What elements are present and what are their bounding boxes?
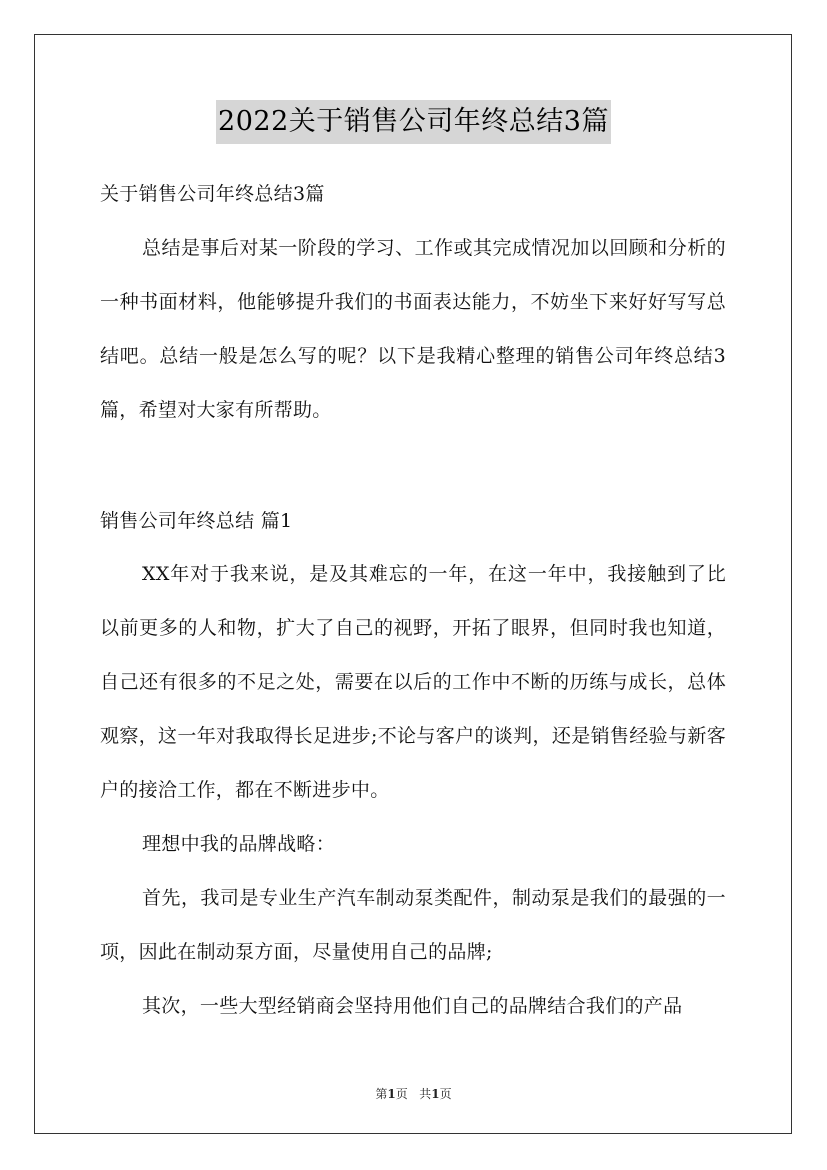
document-subtitle: 关于销售公司年终总结3篇 (100, 183, 325, 205)
title-container (0, 100, 827, 144)
footer-page-number: 1 (387, 1087, 396, 1101)
body-paragraph-3: 首先，我司是专业生产汽车制动泵类配件，制动泵是我们的最强的一项，因此在制动泵方面，尽量使用自己的品牌; (100, 887, 726, 963)
body-paragraph-2: 理想中我的品牌战略： (142, 833, 336, 855)
page-footer (0, 1085, 827, 1102)
footer-mid: 页 共 (395, 1087, 432, 1101)
footer-suffix: 页 (439, 1087, 452, 1101)
document-title: 2022关于销售公司年终总结3篇 (216, 100, 611, 144)
footer-prefix: 第 (375, 1087, 388, 1101)
intro-paragraph: 总结是事后对某一阶段的学习、工作或其完成情况加以回顾和分析的一种书面材料，他能够提升我们的书面表达能力，不妨坐下来好好写写总结吧。总结一般是怎么写的呢？以下是我精心整理的销售公司年终总结3篇，希望对大家有所帮助。 (100, 237, 726, 421)
body-paragraph-4: 其次，一些大型经销商会坚持用他们自己的品牌结合我们的产品 (142, 995, 683, 1017)
body-paragraph-1: XX年对于我来说，是及其难忘的一年，在这一年中，我接触到了比以前更多的人和物，扩大了自己的视野，开拓了眼界，但同时我也知道，自己还有很多的不足之处，需要在以后的工作中不断的历练与成长，总体观察，这一年对我取得长足进步;不论与客户的谈判，还是销售经验与新客户的接洽工作，都在不断进步中。 (100, 563, 726, 801)
footer-total-pages: 1 (431, 1087, 440, 1101)
section-heading: 销售公司年终总结 篇1 (100, 510, 293, 532)
